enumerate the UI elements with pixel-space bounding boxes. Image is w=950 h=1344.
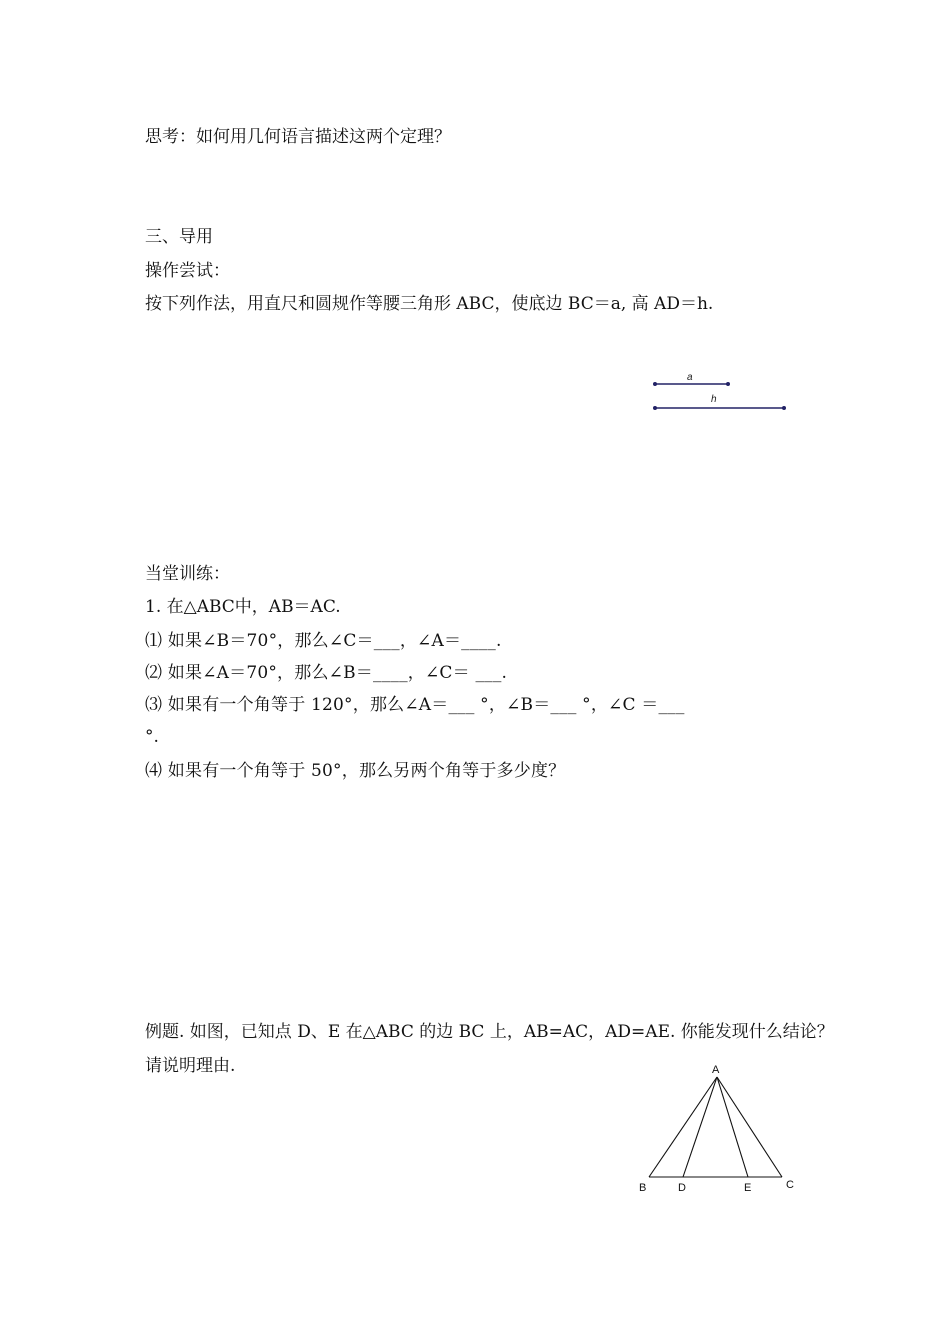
side-ab: [649, 1077, 717, 1177]
segment-ae: [717, 1077, 748, 1177]
practice-title: 当堂训练：: [145, 564, 230, 584]
segments-figure: [645, 365, 795, 417]
vertex-a-label: A: [712, 1064, 720, 1076]
segment-h-label: h: [711, 394, 717, 405]
section-heading: 三、导用: [145, 227, 213, 247]
point-d-label: D: [678, 1182, 686, 1194]
practice-part-2: ⑵ 如果∠A＝70°，那么∠B＝____，∠C＝ ___.: [145, 663, 508, 683]
side-ac: [717, 1077, 782, 1177]
vertex-b-label: B: [639, 1182, 647, 1194]
segment-ad: [683, 1077, 717, 1177]
segment-a-label: a: [687, 372, 693, 383]
example-line-1: 例题. 如图，已知点 D、E 在△ABC 的边 BC 上，AB=AC，AD=AE. 你能发现什么结论？: [145, 1022, 834, 1042]
practice-part-3: ⑶ 如果有一个角等于 120°，那么∠A＝___ °，∠B＝___ °，∠C ＝___: [145, 695, 685, 715]
practice-part-1: ⑴ 如果∠B＝70°，那么∠C＝___，∠A＝____.: [145, 631, 502, 651]
operation-text: 按下列作法，用直尺和圆规作等腰三角形 ABC，使底边 BC＝a, 高 AD＝h.: [145, 294, 714, 314]
practice-q1: 1. 在△ABC中，AB＝AC.: [145, 597, 341, 617]
point-e-label: E: [744, 1182, 752, 1194]
practice-part-3-cont: °.: [145, 727, 159, 747]
vertex-c-label: C: [786, 1179, 794, 1191]
think-question: 思考：如何用几何语言描述这两个定理？: [145, 127, 451, 147]
operation-title: 操作尝试：: [145, 261, 230, 281]
triangle-figure: [630, 1060, 810, 1200]
example-line-2: 请说明理由.: [145, 1056, 236, 1076]
practice-part-4: ⑷ 如果有一个角等于 50°，那么另两个角等于多少度？: [145, 761, 566, 781]
